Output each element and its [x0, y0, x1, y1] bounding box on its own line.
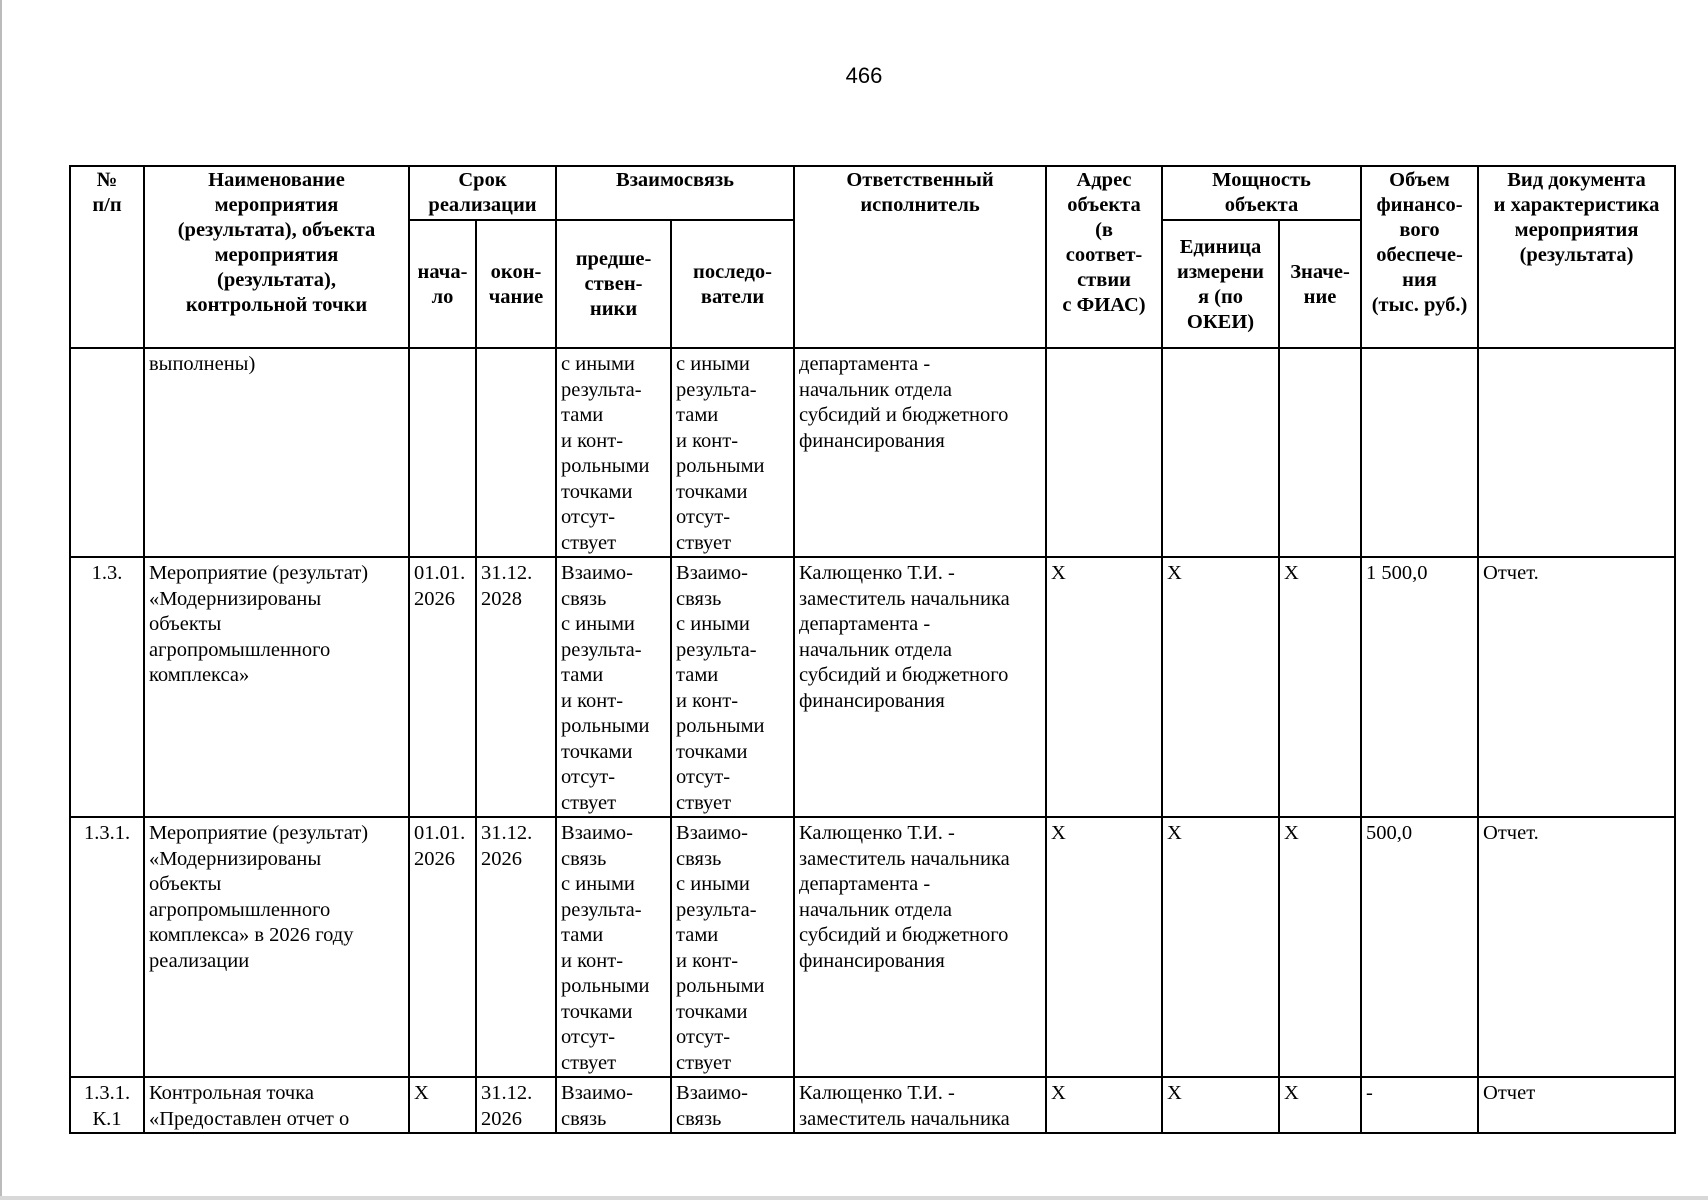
- cell-name: выполнены): [144, 348, 409, 557]
- header-doc-type: Вид документа и характеристика мероприятия (результата): [1478, 166, 1675, 348]
- cell-start: X: [409, 1077, 476, 1133]
- cell-address: [1046, 348, 1162, 557]
- cell-name: Мероприятие (результат) «Модернизированы объекты агропромышленного комплекса»: [144, 557, 409, 817]
- cell-start: 01.01. 2026: [409, 557, 476, 817]
- header-finance: Объем финансо- вого обеспече- ния (тыс. руб.): [1361, 166, 1478, 348]
- cell-unit: [1162, 348, 1279, 557]
- header-capacity: Мощность объекта: [1162, 166, 1361, 220]
- header-relation-next: последо- ватели: [671, 220, 794, 348]
- header-name: Наименование мероприятия (результата), объекта мероприятия (результата), контрольной точки: [144, 166, 409, 348]
- cell-end: 31.12. 2026: [476, 1077, 556, 1133]
- cell-prev: Взаимо- связь с иными результа- тами и конт- рольными точками отсут- ствует: [556, 817, 671, 1077]
- cell-responsible: Калющенко Т.И. - заместитель начальника департамента - начальник отдела субсидий и бюджетного финансирования: [794, 557, 1046, 817]
- cell-responsible: Калющенко Т.И. - заместитель начальника департамента - начальник отдела субсидий и бюджетного финансирования: [794, 817, 1046, 1077]
- header-num: № п/п: [70, 166, 144, 348]
- header-term: Срок реализации: [409, 166, 556, 220]
- cell-value: X: [1279, 1077, 1361, 1133]
- header-relation: Взаимосвязь: [556, 166, 794, 220]
- header-term-end: окон- чание: [476, 220, 556, 348]
- cell-finance: 1 500,0: [1361, 557, 1478, 817]
- cell-finance: [1361, 348, 1478, 557]
- cell-end: [476, 348, 556, 557]
- table-row: [70, 557, 1675, 817]
- cell-unit: X: [1162, 817, 1279, 1077]
- cell-next: Взаимо- связь: [671, 1077, 794, 1133]
- cell-num: [70, 348, 144, 557]
- cell-finance: -: [1361, 1077, 1478, 1133]
- header-capacity-value: Значе- ние: [1279, 220, 1361, 348]
- cell-address: X: [1046, 817, 1162, 1077]
- cell-prev: Взаимо- связь: [556, 1077, 671, 1133]
- cell-end: 31.12. 2028: [476, 557, 556, 817]
- cell-value: X: [1279, 817, 1361, 1077]
- cell-name: Контрольная точка «Предоставлен отчет о: [144, 1077, 409, 1133]
- cell-unit: X: [1162, 557, 1279, 817]
- cell-responsible: Калющенко Т.И. - заместитель начальника: [794, 1077, 1046, 1133]
- cell-doc: [1478, 348, 1675, 557]
- cell-next: Взаимо- связь с иными результа- тами и конт- рольными точками отсут- ствует: [671, 817, 794, 1077]
- cell-num: 1.3.1. К.1: [70, 1077, 144, 1133]
- cell-doc: Отчет: [1478, 1077, 1675, 1133]
- page-number: 466: [845, 63, 883, 88]
- header-term-start: нача- ло: [409, 220, 476, 348]
- cell-name: Мероприятие (результат) «Модернизированы объекты агропромышленного комплекса» в 2026 году реализации: [144, 817, 409, 1077]
- cell-value: [1279, 348, 1361, 557]
- cell-value: X: [1279, 557, 1361, 817]
- header-relation-prev: предше- ствен- ники: [556, 220, 671, 348]
- header-address: Адрес объекта (в соответ- ствии с ФИАС): [1046, 166, 1162, 348]
- table-row: [70, 817, 1675, 1077]
- cell-address: X: [1046, 557, 1162, 817]
- cell-unit: X: [1162, 1077, 1279, 1133]
- cell-doc: Отчет.: [1478, 557, 1675, 817]
- cell-next: с иными результа- тами и конт- рольными точками отсут- ствует: [671, 348, 794, 557]
- cell-end: 31.12. 2026: [476, 817, 556, 1077]
- header-responsible: Ответственный исполнитель: [794, 166, 1046, 348]
- cell-responsible: департамента - начальник отдела субсидий и бюджетного финансирования: [794, 348, 1046, 557]
- cell-doc: Отчет.: [1478, 817, 1675, 1077]
- page-left-edge: [0, 0, 2, 1200]
- activities-table: [69, 165, 1676, 1134]
- cell-start: [409, 348, 476, 557]
- cell-finance: 500,0: [1361, 817, 1478, 1077]
- page-bottom-edge: [0, 1196, 1708, 1200]
- cell-next: Взаимо- связь с иными результа- тами и конт- рольными точками отсут- ствует: [671, 557, 794, 817]
- cell-num: 1.3.1.: [70, 817, 144, 1077]
- cell-prev: с иными результа- тами и конт- рольными точками отсут- ствует: [556, 348, 671, 557]
- table-row: [70, 1077, 1675, 1133]
- cell-address: X: [1046, 1077, 1162, 1133]
- header-capacity-unit: Единица измерени я (по ОКЕИ): [1162, 220, 1279, 348]
- cell-prev: Взаимо- связь с иными результа- тами и конт- рольными точками отсут- ствует: [556, 557, 671, 817]
- header-row-top: [70, 166, 1675, 220]
- cell-num: 1.3.: [70, 557, 144, 817]
- table-row: [70, 348, 1675, 557]
- cell-start: 01.01. 2026: [409, 817, 476, 1077]
